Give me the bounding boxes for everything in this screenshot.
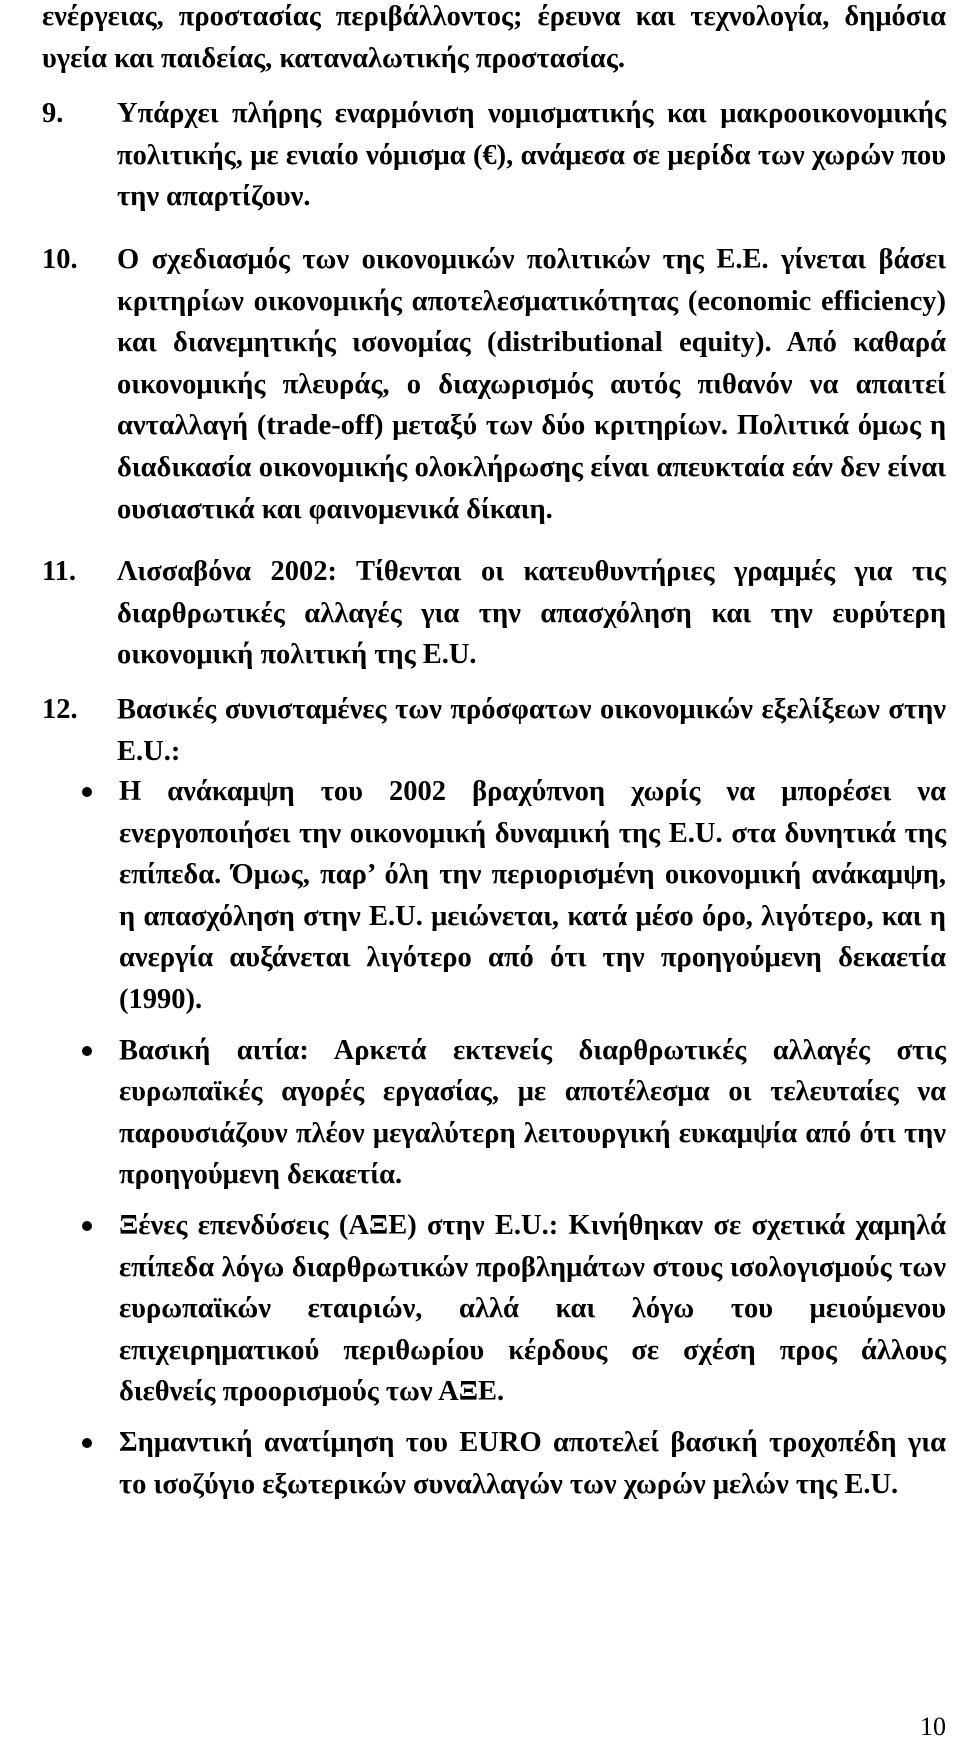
list-item-12 — [42, 689, 946, 772]
item-text: Λισσαβόνα 2002: Τίθενται οι κατευθυντήριες γραμμές για τις διαρθρωτικές αλλαγές για την απασχόληση και την ευρύτερη οικονομική πολιτική της E.U. — [117, 556, 946, 671]
list-item-11 — [42, 551, 946, 676]
bullet-item — [42, 1030, 946, 1196]
item-text: Ο σχεδιασμός των οικονομικών πολιτικών της Ε.Ε. γίνεται βάσει κριτηρίων οικονομικής αποτελεσματικότητας (economic efficiency) και διανεμητικής ισονομίας (distributional equity). Από καθαρά οικονομικής πλευράς, ο διαχωρισμός αυτός πιθανόν να απαιτεί ανταλλαγή (trade-off) μεταξύ των δύο κριτηρίων. Πολιτικά όμως η διαδικασία οικονομικής ολοκλήρωσης είναι απευκταία εάν δεν είναι ουσιαστικά και φαινομενικά δίκαιη. — [117, 244, 946, 525]
bullet-text: Η ανάκαμψη του 2002 βραχύπνοη χωρίς να μπορέσει να ενεργοποιήσει την οικονομική δυναμική της E.U. στα δυνητικά της επίπεδα. Όμως, παρ’ όλη την περιορισμένη οικονομική ανάκαμψη, η απασχόληση στην E.U. μειώνεται, κατά μέσο όρο, λιγότερο, και η ανεργία αυξάνεται λιγότερο από ότι την προηγούμενη δεκαετία (1990). — [119, 776, 946, 1015]
bullet-list — [42, 771, 946, 1514]
item-number: 10. — [42, 244, 78, 275]
bullet-item — [42, 1422, 946, 1505]
item-number: 11. — [42, 556, 77, 587]
bullet-text: Σημαντική ανατίμηση του EURO αποτελεί βασική τροχοπέδη για το ισοζύγιο εξωτερικών συναλλαγών των χωρών μελών της E.U. — [119, 1426, 946, 1500]
list-item-9 — [42, 93, 946, 218]
item-number: 9. — [42, 98, 64, 129]
item-text: Βασικές συνισταμένες των πρόσφατων οικονομικών εξελίξεων στην E.U.: — [117, 694, 946, 767]
bullet-icon — [82, 1438, 92, 1448]
bullet-icon — [82, 1221, 92, 1231]
item-text: Υπάρχει πλήρης εναρμόνιση νομισματικής και μακροοικονομικής πολιτικής, με ενιαίο νόμισμα (€), ανάμεσα σε μερίδα των χωρών που την απαρτίζουν. — [117, 98, 946, 213]
bullet-icon — [82, 787, 92, 797]
bullet-icon — [82, 1046, 92, 1056]
bullet-item — [42, 1205, 946, 1413]
intro-paragraph: ενέργειας, προστασίας περιβάλλοντος; έρευνα και τεχνολογία, δημόσια υγεία και παιδείας, καταναλωτικής προστασίας. — [42, 1, 946, 74]
page-number: 10 — [920, 1712, 946, 1741]
bullet-item — [42, 771, 946, 1021]
item-number: 12. — [42, 694, 78, 725]
bullet-text: Βασική αιτία: Αρκετά εκτενείς διαρθρωτικές αλλαγές στις ευρωπαϊκές αγορές εργασίας, με αποτέλεσμα οι τελευταίες να παρουσιάζουν πλέον μεγαλύτερη λειτουργική ευκαμψία από ότι την προηγούμενη δεκαετία. — [119, 1034, 946, 1191]
list-item-10 — [42, 239, 946, 530]
bullet-text: Ξένες επενδύσεις (ΑΞΕ) στην E.U.: Κινήθηκαν σε σχετικά χαμηλά επίπεδα λόγω διαρθρωτικών προβλημάτων στους ισολογισμούς των ευρωπαϊκών εταιριών, αλλά και λόγω του μειούμενου επιχειρηματικού περιθωρίου κέρδους σε σχέση προς άλλους διεθνείς προορισμούς των ΑΞΕ. — [119, 1209, 946, 1408]
